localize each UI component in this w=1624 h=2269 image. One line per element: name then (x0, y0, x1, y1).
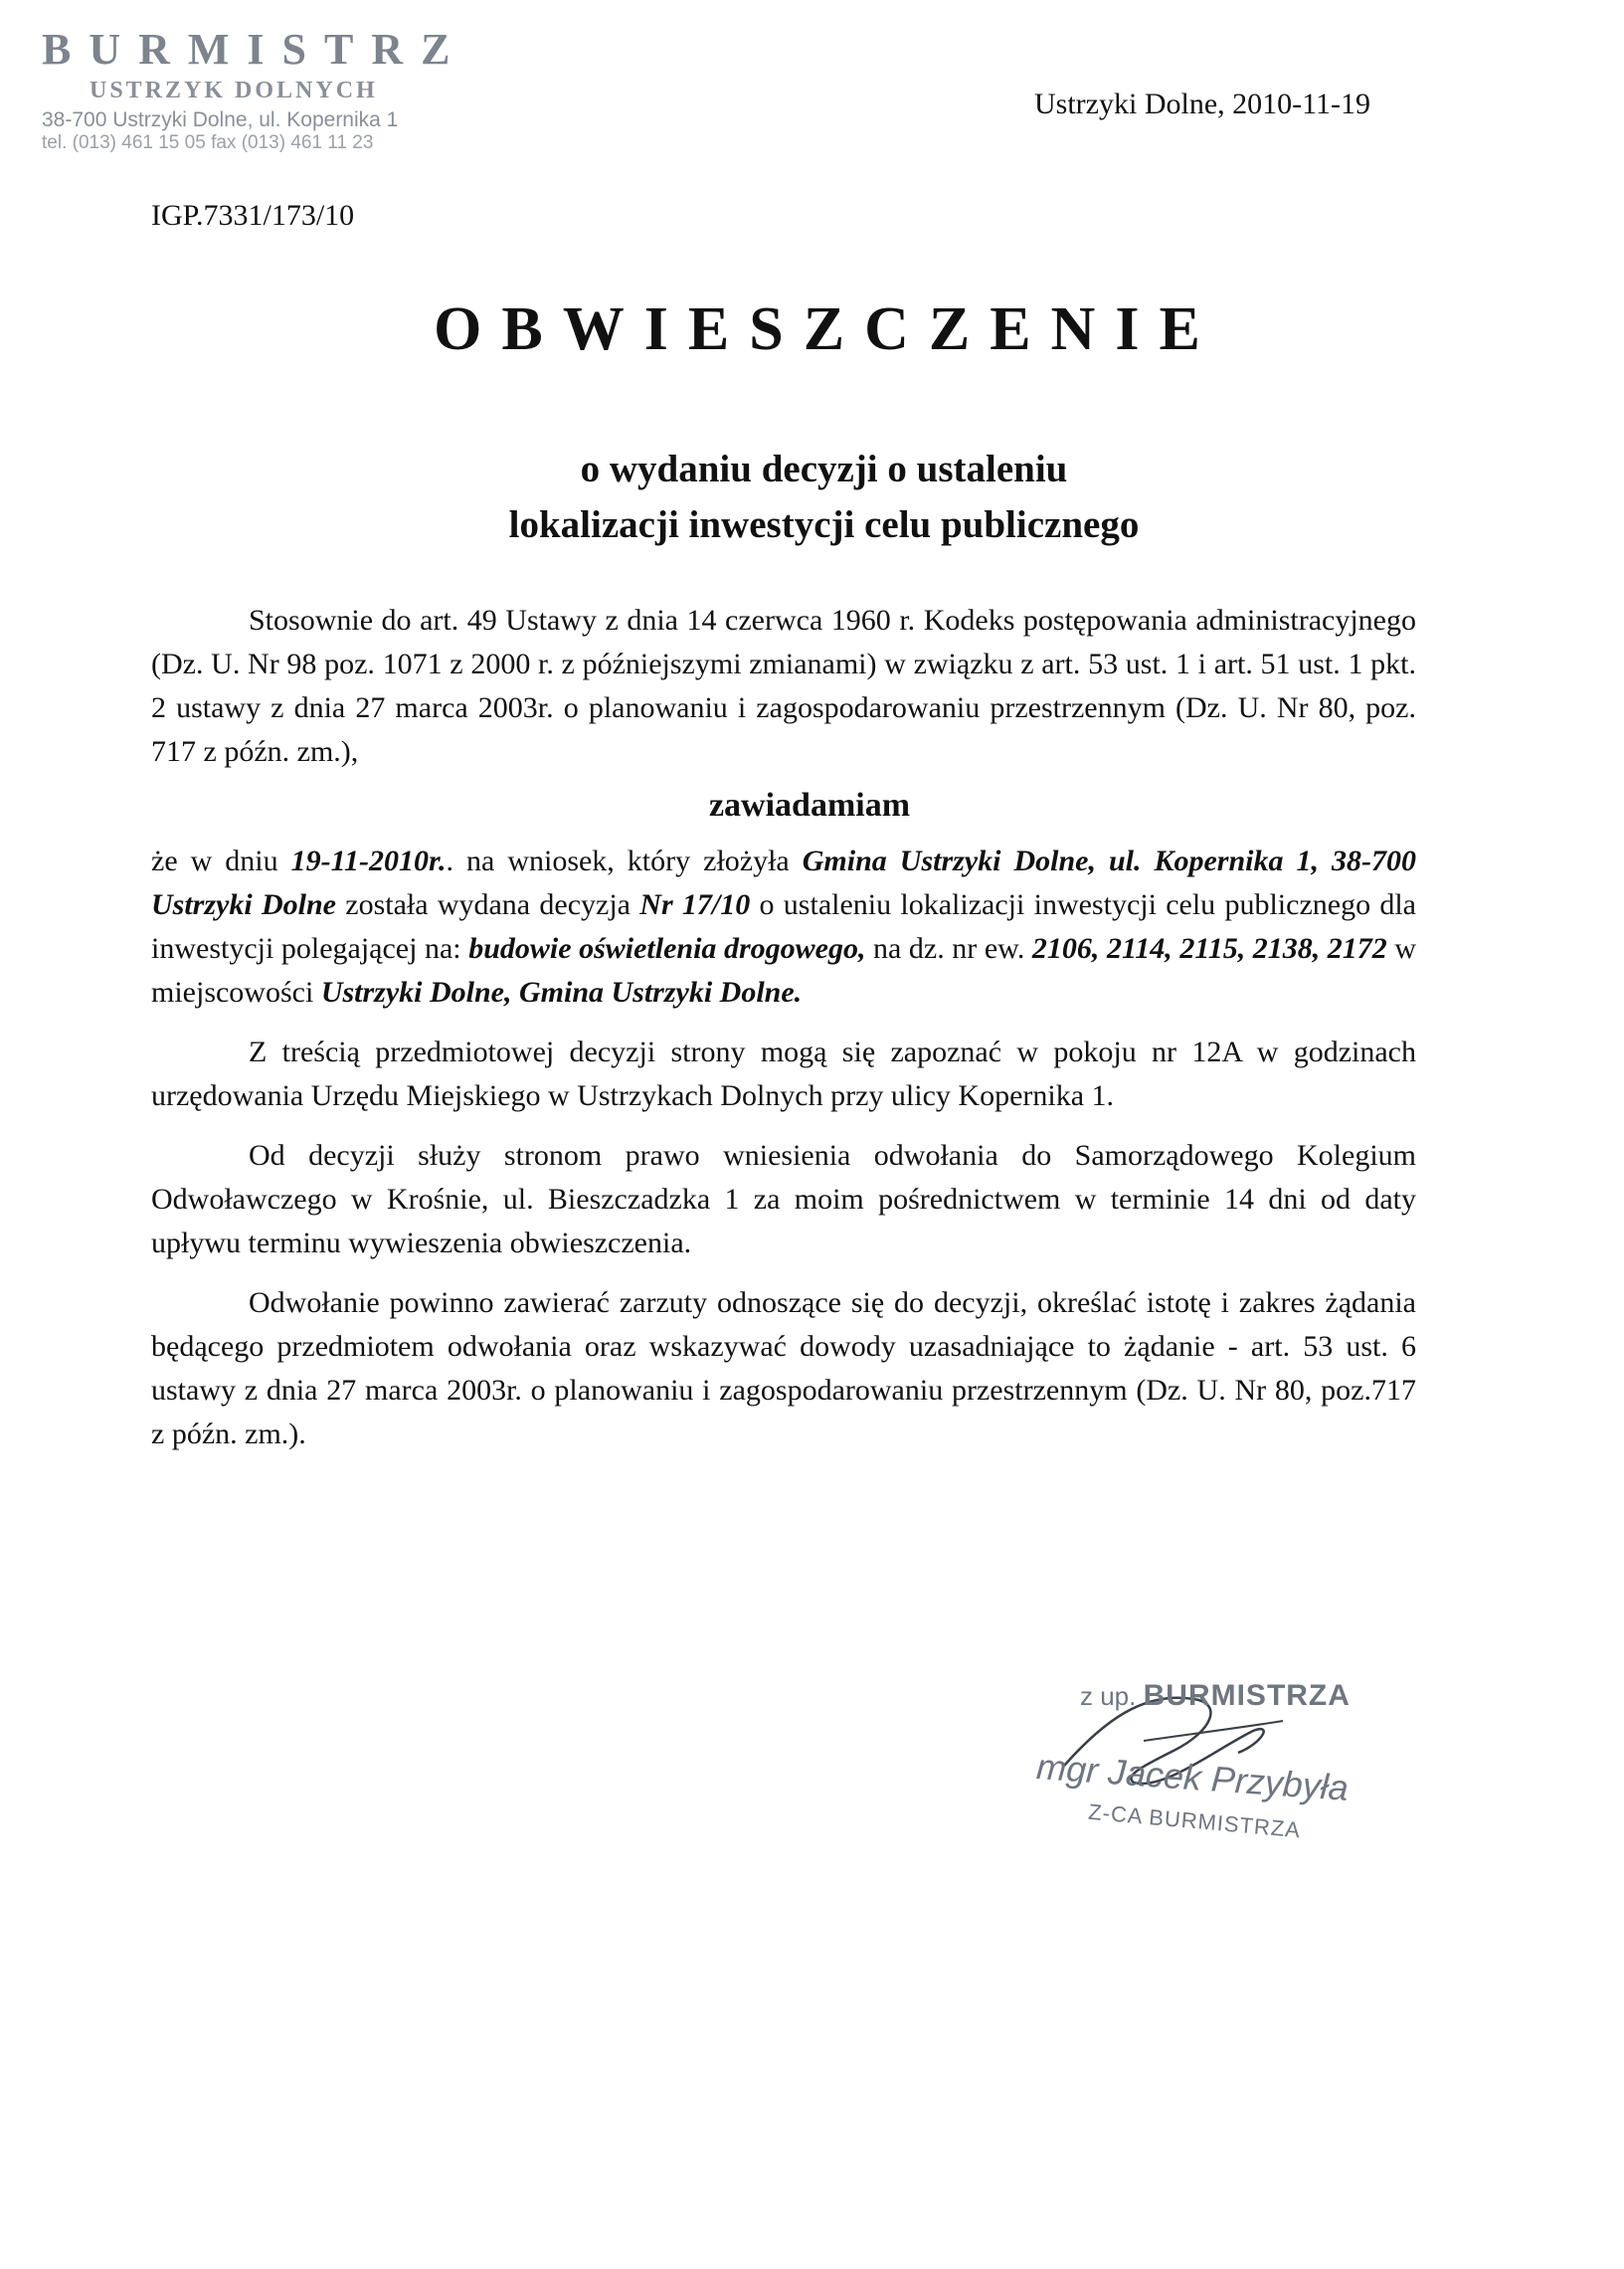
intro-paragraph: Stosownie do art. 49 Ustawy z dnia 14 czerwca 1960 r. Kodeks postępowania administracyjnego (Dz. U. Nr 98 poz. 1071 z 2000 r. z późniejszymi zmianami) w związku z art. 53 ust. 1 i art. 51 ust. 1 pkt. 2 ustawy z dnia 27 marca 2003r. o planowaniu i zagospodarowaniu przestrzennym (Dz. U. Nr 80, poz. 717 z późn. zm.), (151, 604, 1416, 768)
notice-text-3: została wydana decyzja (335, 888, 640, 921)
notice-text-1: że w dniu (151, 845, 291, 877)
decision-number: Nr 17/10 (639, 888, 751, 921)
notice-text-5: na dz. nr ew. (865, 932, 1032, 965)
notice-text-2: . na wniosek, który złożyła (446, 845, 803, 877)
place-date: Ustrzyki Dolne, 2010-11-19 (1034, 88, 1370, 120)
notice-heading: zawiadamiam (708, 787, 911, 824)
applicant: Gmina Ustrzyki Dolne, ul. Kopernika 1, 38-700 Ustrzyki Dolne (151, 845, 1416, 921)
subtitle-line-2: lokalizacji inwestycji celu publicznego (508, 503, 1140, 546)
parcel-numbers: 2106, 2114, 2115, 2138, 2172 (1031, 932, 1387, 965)
location: Ustrzyki Dolne, Gmina Ustrzyki Dolne. (320, 976, 803, 1009)
notice-paragraph (151, 840, 1416, 1015)
stamp-title: BURMISTRZ (42, 25, 468, 74)
stamp-subtitle: USTRZYK DOLNYCH (90, 78, 378, 104)
document-body (151, 599, 1416, 1456)
signature-authority (1080, 1679, 1351, 1713)
signatory-role: Z-CA BURMISTRZA (1087, 1798, 1302, 1843)
notice-text-6: w miejscowości (151, 932, 1417, 1009)
document-title: OBWIESZCZENIE (434, 295, 1220, 363)
stamp-address: 38-700 Ustrzyki Dolne, ul. Kopernika 1 (42, 107, 399, 131)
investment-description: budowie oświetlenia drogowego, (468, 932, 866, 965)
inspection-paragraph: Z treścią przedmiotowej decyzji strony mogą się zapoznać w pokoju nr 12A w godzinach urzędowania Urzędu Miejskiego w Ustrzykach Dolnych przy ulicy Kopernika 1. (151, 1036, 1416, 1112)
document-subtitle (0, 442, 1624, 553)
signature-block (1024, 1671, 1402, 1870)
appeal-paragraph: Od decyzji służy stronom prawo wniesienia odwołania do Samorządowego Kolegium Odwoławczego w Krośnie, ul. Bieszczadzka 1 za moim pośrednictwem w terminie 14 dni od daty upływu terminu wywieszenia obwieszczenia. (151, 1139, 1416, 1259)
notice-text-4: o ustaleniu lokalizacji inwestycji celu publicznego dla inwestycji polegającej na: (151, 888, 1417, 965)
subtitle-line-1: o wydaniu decyzji o ustaleniu (580, 448, 1068, 490)
appeal-requirements-paragraph: Odwołanie powinno zawierać zarzuty odnoszące się do decyzji, określać istotę i zakres żądania będącego przedmiotem odwołania oraz wskazywać dowody uzasadniające to żądanie - art. 53 ust. 6 ustawy z dnia 27 marca 2003r. o planowaniu i zagospodarowaniu przestrzennym (Dz. U. Nr 80, poz.717 z późn. zm.). (151, 1286, 1416, 1450)
stamp-phone: tel. (013) 461 15 05 fax (013) 461 11 23 (42, 131, 374, 153)
signature-title: BURMISTRZA (1143, 1679, 1351, 1712)
office-stamp (42, 25, 468, 154)
signatory-name: mgr Jacek Przybyła (1034, 1746, 1351, 1808)
signature-prefix: z up. (1080, 1681, 1137, 1711)
issue-date: 19-11-2010r. (290, 845, 447, 877)
reference-number: IGP.7331/173/10 (151, 199, 355, 232)
